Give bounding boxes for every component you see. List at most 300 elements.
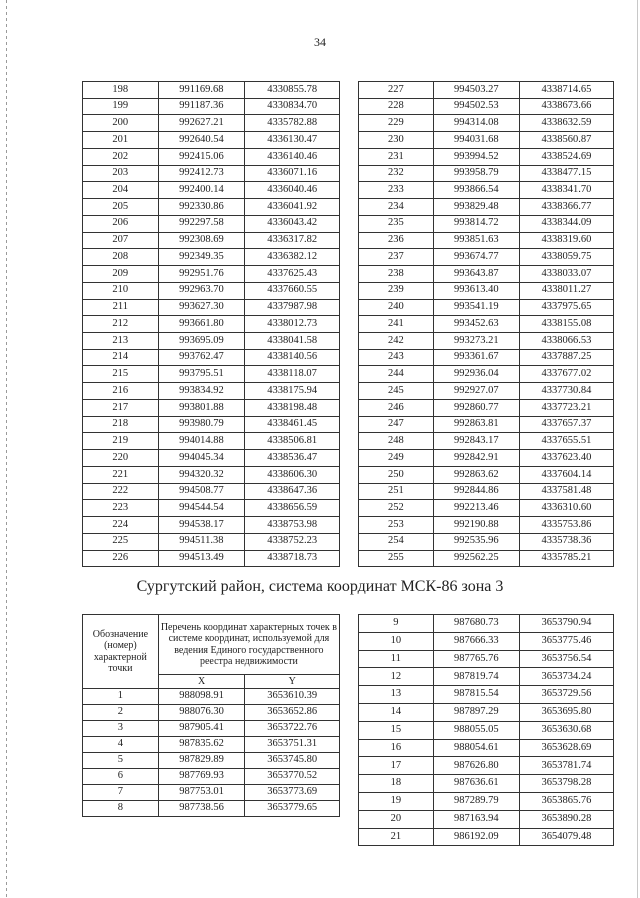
x-coordinate-cell: 994014.88 — [158, 433, 245, 450]
y-coordinate-cell: 4337604.14 — [519, 466, 613, 483]
point-number-cell: 20 — [359, 810, 434, 828]
x-coordinate-cell: 993958.79 — [433, 165, 519, 182]
x-coordinate-cell: 993762.47 — [158, 349, 245, 366]
y-coordinate-cell: 4338012.73 — [245, 316, 340, 333]
y-coordinate-cell: 4338344.09 — [519, 215, 613, 232]
y-coordinate-cell: 4338011.27 — [519, 282, 613, 299]
y-coordinate-cell: 4336130.47 — [245, 132, 340, 149]
x-coordinate-cell: 992936.04 — [433, 366, 519, 383]
point-number-cell: 202 — [83, 148, 159, 165]
table-row — [359, 792, 614, 810]
point-number-cell: 11 — [359, 650, 434, 668]
table-row — [83, 82, 340, 99]
table-row — [359, 810, 614, 828]
x-coordinate-cell: 987680.73 — [433, 615, 519, 633]
point-number-cell: 203 — [83, 165, 159, 182]
y-coordinate-cell: 4336041.92 — [245, 199, 340, 216]
y-coordinate-cell: 4338140.56 — [245, 349, 340, 366]
x-coordinate-cell: 987815.54 — [433, 686, 519, 704]
header-point-designation: Обозначение (номер) характерной точки — [83, 615, 159, 689]
x-coordinate-cell: 987626.80 — [433, 757, 519, 775]
y-coordinate-cell: 4337975.65 — [519, 299, 613, 316]
x-coordinate-cell: 992400.14 — [158, 182, 245, 199]
x-coordinate-cell: 988098.91 — [158, 689, 245, 705]
y-coordinate-cell: 3653628.69 — [519, 739, 613, 757]
y-coordinate-cell: 4338718.73 — [245, 550, 340, 567]
y-coordinate-cell: 3653630.68 — [519, 721, 613, 739]
x-coordinate-cell: 991169.68 — [158, 82, 245, 99]
scan-edge-left — [6, 0, 7, 898]
x-coordinate-cell: 993361.67 — [433, 349, 519, 366]
header-y: Y — [245, 675, 340, 689]
x-coordinate-cell: 991187.36 — [158, 98, 245, 115]
point-number-cell: 6 — [83, 769, 159, 785]
table-row — [83, 450, 340, 467]
x-coordinate-cell: 992863.81 — [433, 416, 519, 433]
point-number-cell: 235 — [359, 215, 434, 232]
x-coordinate-cell: 993814.72 — [433, 215, 519, 232]
table-row — [83, 517, 340, 534]
x-coordinate-cell: 992297.58 — [158, 215, 245, 232]
y-coordinate-cell: 4338118.07 — [245, 366, 340, 383]
y-coordinate-cell: 3653779.65 — [245, 801, 340, 817]
table-row — [83, 249, 340, 266]
point-number-cell: 220 — [83, 450, 159, 467]
y-coordinate-cell: 4337623.40 — [519, 450, 613, 467]
point-number-cell: 218 — [83, 416, 159, 433]
table-row — [83, 115, 340, 132]
y-coordinate-cell: 4338155.08 — [519, 316, 613, 333]
point-number-cell: 248 — [359, 433, 434, 450]
x-coordinate-cell: 993795.51 — [158, 366, 245, 383]
x-coordinate-cell: 988055.05 — [433, 721, 519, 739]
table-row — [83, 399, 340, 416]
table-row — [83, 550, 340, 567]
y-coordinate-cell: 3653781.74 — [519, 757, 613, 775]
x-coordinate-cell: 992627.21 — [158, 115, 245, 132]
y-coordinate-cell: 4338366.77 — [519, 199, 613, 216]
table-row — [83, 199, 340, 216]
x-coordinate-cell: 994503.27 — [433, 82, 519, 99]
table-row — [83, 785, 340, 801]
point-number-cell: 227 — [359, 82, 434, 99]
y-coordinate-cell: 3653756.54 — [519, 650, 613, 668]
y-coordinate-cell: 3653734.24 — [519, 668, 613, 686]
table-row — [359, 148, 614, 165]
point-number-cell: 232 — [359, 165, 434, 182]
table-row — [83, 737, 340, 753]
point-number-cell: 212 — [83, 316, 159, 333]
y-coordinate-cell: 3653770.52 — [245, 769, 340, 785]
point-number-cell: 210 — [83, 282, 159, 299]
table-row — [359, 615, 614, 633]
y-coordinate-cell: 4336140.46 — [245, 148, 340, 165]
table-row — [359, 383, 614, 400]
header-coordinates-list: Перечень координат характерных точек в системе координат, используемой для ведения Единого государственного реестра недвижимости — [158, 615, 339, 675]
x-coordinate-cell: 986192.09 — [433, 828, 519, 846]
x-coordinate-cell: 987905.41 — [158, 721, 245, 737]
table-row — [83, 500, 340, 517]
point-number-cell: 17 — [359, 757, 434, 775]
x-coordinate-cell: 994513.49 — [158, 550, 245, 567]
y-coordinate-cell: 4338752.23 — [245, 533, 340, 550]
point-number-cell: 214 — [83, 349, 159, 366]
table-row — [83, 132, 340, 149]
y-coordinate-cell: 4336040.46 — [245, 182, 340, 199]
point-number-cell: 18 — [359, 775, 434, 793]
table-row — [359, 721, 614, 739]
y-coordinate-cell: 4338477.15 — [519, 165, 613, 182]
x-coordinate-cell: 987289.79 — [433, 792, 519, 810]
table-row — [83, 366, 340, 383]
x-coordinate-cell: 992963.70 — [158, 282, 245, 299]
x-coordinate-cell: 993613.40 — [433, 282, 519, 299]
point-number-cell: 253 — [359, 517, 434, 534]
point-number-cell: 3 — [83, 721, 159, 737]
y-coordinate-cell: 4338175.94 — [245, 383, 340, 400]
y-coordinate-cell: 4337723.21 — [519, 399, 613, 416]
x-coordinate-cell: 994045.34 — [158, 450, 245, 467]
x-coordinate-cell: 988076.30 — [158, 705, 245, 721]
y-coordinate-cell: 4336382.12 — [245, 249, 340, 266]
x-coordinate-cell: 993801.88 — [158, 399, 245, 416]
table-row — [83, 333, 340, 350]
x-coordinate-cell: 987753.01 — [158, 785, 245, 801]
point-number-cell: 239 — [359, 282, 434, 299]
point-number-cell: 211 — [83, 299, 159, 316]
table-row — [359, 686, 614, 704]
x-coordinate-cell: 992927.07 — [433, 383, 519, 400]
x-coordinate-cell: 987835.62 — [158, 737, 245, 753]
x-coordinate-cell: 992640.54 — [158, 132, 245, 149]
point-number-cell: 9 — [359, 615, 434, 633]
y-coordinate-cell: 4338341.70 — [519, 182, 613, 199]
point-number-cell: 228 — [359, 98, 434, 115]
table-row — [359, 483, 614, 500]
x-coordinate-cell: 992190.88 — [433, 517, 519, 534]
point-number-cell: 255 — [359, 550, 434, 567]
y-coordinate-cell: 3653890.28 — [519, 810, 613, 828]
point-number-cell: 200 — [83, 115, 159, 132]
point-number-cell: 226 — [83, 550, 159, 567]
x-coordinate-cell: 992415.06 — [158, 148, 245, 165]
x-coordinate-cell: 987738.56 — [158, 801, 245, 817]
y-coordinate-cell: 3653652.86 — [245, 705, 340, 721]
table-row — [359, 757, 614, 775]
x-coordinate-cell: 992349.35 — [158, 249, 245, 266]
table-row — [83, 299, 340, 316]
y-coordinate-cell: 4338041.58 — [245, 333, 340, 350]
table-row — [83, 721, 340, 737]
point-number-cell: 224 — [83, 517, 159, 534]
point-number-cell: 204 — [83, 182, 159, 199]
x-coordinate-cell: 993273.21 — [433, 333, 519, 350]
table-row — [359, 668, 614, 686]
x-coordinate-cell: 994314.08 — [433, 115, 519, 132]
point-number-cell: 250 — [359, 466, 434, 483]
y-coordinate-cell: 4338536.47 — [245, 450, 340, 467]
y-coordinate-cell: 4335738.36 — [519, 533, 613, 550]
point-number-cell: 217 — [83, 399, 159, 416]
point-number-cell: 251 — [359, 483, 434, 500]
x-coordinate-cell: 987897.29 — [433, 703, 519, 721]
point-number-cell: 231 — [359, 148, 434, 165]
y-coordinate-cell: 4337625.43 — [245, 266, 340, 283]
x-coordinate-cell: 992860.77 — [433, 399, 519, 416]
table-row — [359, 517, 614, 534]
y-coordinate-cell: 4330834.70 — [245, 98, 340, 115]
point-number-cell: 7 — [83, 785, 159, 801]
table-row — [359, 132, 614, 149]
x-coordinate-cell: 987769.93 — [158, 769, 245, 785]
table-row — [359, 550, 614, 567]
y-coordinate-cell: 3653729.56 — [519, 686, 613, 704]
y-coordinate-cell: 4337887.25 — [519, 349, 613, 366]
scan-edge-right — [637, 0, 638, 898]
y-coordinate-cell: 4335782.88 — [245, 115, 340, 132]
y-coordinate-cell: 4338714.65 — [519, 82, 613, 99]
x-coordinate-cell: 994031.68 — [433, 132, 519, 149]
point-number-cell: 247 — [359, 416, 434, 433]
y-coordinate-cell: 4338461.45 — [245, 416, 340, 433]
y-coordinate-cell: 3653865.76 — [519, 792, 613, 810]
table-row — [359, 333, 614, 350]
table-row — [359, 199, 614, 216]
point-number-cell: 225 — [83, 533, 159, 550]
table-row — [83, 148, 340, 165]
y-coordinate-cell: 4337987.98 — [245, 299, 340, 316]
table-row — [83, 416, 340, 433]
y-coordinate-cell: 3653745.80 — [245, 753, 340, 769]
point-number-cell: 208 — [83, 249, 159, 266]
x-coordinate-cell: 993834.92 — [158, 383, 245, 400]
x-coordinate-cell: 987765.76 — [433, 650, 519, 668]
y-coordinate-cell: 4338524.69 — [519, 148, 613, 165]
table-row — [359, 215, 614, 232]
point-number-cell: 240 — [359, 299, 434, 316]
point-number-cell: 198 — [83, 82, 159, 99]
point-number-cell: 207 — [83, 232, 159, 249]
point-number-cell: 209 — [83, 266, 159, 283]
table-row — [359, 533, 614, 550]
point-number-cell: 249 — [359, 450, 434, 467]
y-coordinate-cell: 4338560.87 — [519, 132, 613, 149]
table-row — [83, 98, 340, 115]
table-row — [83, 266, 340, 283]
x-coordinate-cell: 992330.86 — [158, 199, 245, 216]
table-row — [83, 801, 340, 817]
point-number-cell: 242 — [359, 333, 434, 350]
table-row — [359, 433, 614, 450]
x-coordinate-cell: 993452.63 — [433, 316, 519, 333]
point-number-cell: 21 — [359, 828, 434, 846]
x-coordinate-cell: 993627.30 — [158, 299, 245, 316]
x-coordinate-cell: 992213.46 — [433, 500, 519, 517]
point-number-cell: 15 — [359, 721, 434, 739]
x-coordinate-cell: 988054.61 — [433, 739, 519, 757]
point-number-cell: 201 — [83, 132, 159, 149]
x-coordinate-cell: 987819.74 — [433, 668, 519, 686]
point-number-cell: 244 — [359, 366, 434, 383]
y-coordinate-cell: 4330855.78 — [245, 82, 340, 99]
point-number-cell: 199 — [83, 98, 159, 115]
point-number-cell: 221 — [83, 466, 159, 483]
table-row — [359, 650, 614, 668]
header-x: X — [158, 675, 245, 689]
table-row — [359, 349, 614, 366]
x-coordinate-cell: 993661.80 — [158, 316, 245, 333]
table-row — [83, 232, 340, 249]
y-coordinate-cell: 3653751.31 — [245, 737, 340, 753]
coordinates-table-upper-left — [82, 81, 340, 567]
table-row — [359, 703, 614, 721]
y-coordinate-cell: 3653773.69 — [245, 785, 340, 801]
y-coordinate-cell: 4338606.30 — [245, 466, 340, 483]
x-coordinate-cell: 993643.87 — [433, 266, 519, 283]
table-row — [359, 299, 614, 316]
x-coordinate-cell: 994320.32 — [158, 466, 245, 483]
coordinates-table-lower-right — [358, 614, 614, 846]
y-coordinate-cell: 4337730.84 — [519, 383, 613, 400]
point-number-cell: 216 — [83, 383, 159, 400]
table-row — [359, 82, 614, 99]
x-coordinate-cell: 994508.77 — [158, 483, 245, 500]
y-coordinate-cell: 4335753.86 — [519, 517, 613, 534]
y-coordinate-cell: 4337660.55 — [245, 282, 340, 299]
x-coordinate-cell: 993866.54 — [433, 182, 519, 199]
x-coordinate-cell: 992951.76 — [158, 266, 245, 283]
y-coordinate-cell: 4336317.82 — [245, 232, 340, 249]
table-row — [359, 182, 614, 199]
table-row — [83, 165, 340, 182]
y-coordinate-cell: 4337581.48 — [519, 483, 613, 500]
table-row — [83, 383, 340, 400]
table-row — [83, 705, 340, 721]
table-row — [359, 266, 614, 283]
point-number-cell: 206 — [83, 215, 159, 232]
point-number-cell: 8 — [83, 801, 159, 817]
y-coordinate-cell: 4338033.07 — [519, 266, 613, 283]
point-number-cell: 223 — [83, 500, 159, 517]
x-coordinate-cell: 992308.69 — [158, 232, 245, 249]
table-row — [83, 433, 340, 450]
table-row — [359, 316, 614, 333]
y-coordinate-cell: 4338647.36 — [245, 483, 340, 500]
table-row — [83, 349, 340, 366]
y-coordinate-cell: 3653722.76 — [245, 721, 340, 737]
y-coordinate-cell: 4336310.60 — [519, 500, 613, 517]
point-number-cell: 219 — [83, 433, 159, 450]
coordinates-table-upper-right — [358, 81, 614, 567]
table-row — [359, 366, 614, 383]
table-row — [83, 215, 340, 232]
table-row — [359, 98, 614, 115]
x-coordinate-cell: 987666.33 — [433, 632, 519, 650]
x-coordinate-cell: 994502.53 — [433, 98, 519, 115]
table-row — [359, 500, 614, 517]
page-number: 34 — [314, 35, 326, 49]
table-row — [83, 753, 340, 769]
point-number-cell: 230 — [359, 132, 434, 149]
x-coordinate-cell: 993851.63 — [433, 232, 519, 249]
x-coordinate-cell: 992842.91 — [433, 450, 519, 467]
point-number-cell: 205 — [83, 199, 159, 216]
x-coordinate-cell: 992844.86 — [433, 483, 519, 500]
table-row — [359, 232, 614, 249]
table-row — [359, 165, 614, 182]
point-number-cell: 19 — [359, 792, 434, 810]
table-row — [359, 282, 614, 299]
y-coordinate-cell: 3653610.39 — [245, 689, 340, 705]
table-row — [83, 769, 340, 785]
y-coordinate-cell: 4337657.37 — [519, 416, 613, 433]
point-number-cell: 5 — [83, 753, 159, 769]
y-coordinate-cell: 4338656.59 — [245, 500, 340, 517]
y-coordinate-cell: 3653790.94 — [519, 615, 613, 633]
table-row — [83, 533, 340, 550]
x-coordinate-cell: 994511.38 — [158, 533, 245, 550]
point-number-cell: 254 — [359, 533, 434, 550]
point-number-cell: 14 — [359, 703, 434, 721]
point-number-cell: 1 — [83, 689, 159, 705]
x-coordinate-cell: 993994.52 — [433, 148, 519, 165]
point-number-cell: 243 — [359, 349, 434, 366]
x-coordinate-cell: 993829.48 — [433, 199, 519, 216]
table-row — [83, 689, 340, 705]
y-coordinate-cell: 3653775.46 — [519, 632, 613, 650]
point-number-cell: 236 — [359, 232, 434, 249]
point-number-cell: 252 — [359, 500, 434, 517]
y-coordinate-cell: 4335785.21 — [519, 550, 613, 567]
coordinates-table-lower-left — [82, 614, 340, 817]
point-number-cell: 222 — [83, 483, 159, 500]
y-coordinate-cell: 4338673.66 — [519, 98, 613, 115]
point-number-cell: 233 — [359, 182, 434, 199]
point-number-cell: 238 — [359, 266, 434, 283]
point-number-cell: 13 — [359, 686, 434, 704]
y-coordinate-cell: 4338059.75 — [519, 249, 613, 266]
point-number-cell: 4 — [83, 737, 159, 753]
table-row — [359, 828, 614, 846]
y-coordinate-cell: 4338066.53 — [519, 333, 613, 350]
table-row — [359, 739, 614, 757]
x-coordinate-cell: 994544.54 — [158, 500, 245, 517]
x-coordinate-cell: 987829.89 — [158, 753, 245, 769]
table-row — [83, 316, 340, 333]
y-coordinate-cell: 3653798.28 — [519, 775, 613, 793]
x-coordinate-cell: 992412.73 — [158, 165, 245, 182]
point-number-cell: 213 — [83, 333, 159, 350]
x-coordinate-cell: 994538.17 — [158, 517, 245, 534]
x-coordinate-cell: 987636.61 — [433, 775, 519, 793]
table-row — [359, 466, 614, 483]
x-coordinate-cell: 992863.62 — [433, 466, 519, 483]
y-coordinate-cell: 4338198.48 — [245, 399, 340, 416]
point-number-cell: 215 — [83, 366, 159, 383]
x-coordinate-cell: 993541.19 — [433, 299, 519, 316]
point-number-cell: 2 — [83, 705, 159, 721]
table-row — [359, 450, 614, 467]
point-number-cell: 237 — [359, 249, 434, 266]
point-number-cell: 10 — [359, 632, 434, 650]
table-row — [83, 466, 340, 483]
table-row — [359, 249, 614, 266]
table-row — [359, 632, 614, 650]
point-number-cell: 229 — [359, 115, 434, 132]
x-coordinate-cell: 993695.09 — [158, 333, 245, 350]
table-row — [83, 182, 340, 199]
point-number-cell: 234 — [359, 199, 434, 216]
